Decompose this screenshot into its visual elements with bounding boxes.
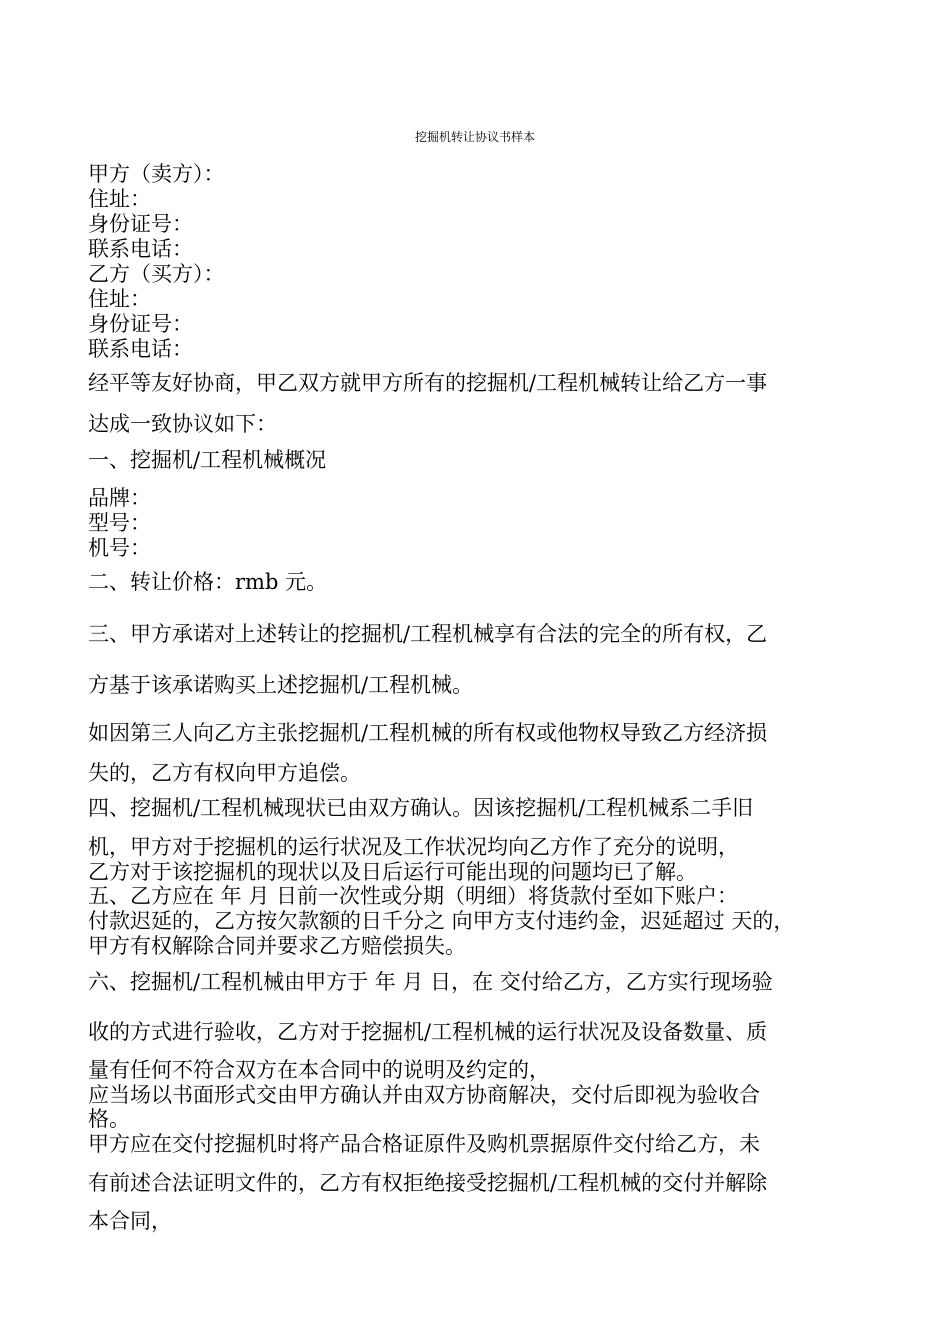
section-6-line-7: 有前述合法证明文件的，乙方有权拒绝接受挖掘机/工程机械的交付并解除: [88, 1171, 768, 1195]
section-5-line-2: 付款迟延的，乙方按欠款额的日千分之 向甲方支付违约金，迟延超过 天的，: [88, 909, 795, 933]
section-6-line-3: 量有任何不符合双方在本合同中的说明及约定的，: [88, 1058, 550, 1082]
section-6-line-4: 应当场以书面形式交由甲方确认并由双方协商解决，交付后即视为验收合: [88, 1083, 760, 1107]
line-party-a-id: 身份证号：: [88, 212, 193, 236]
section-6-line-2: 收的方式进行验收，乙方对于挖掘机/工程机械的运行状况及设备数量、质: [88, 1020, 768, 1044]
line-party-b-id: 身份证号：: [88, 312, 193, 336]
field-brand: 品牌：: [88, 486, 151, 510]
line-party-a-phone: 联系电话：: [88, 237, 193, 261]
section-3-line-4: 失的，乙方有权向甲方追偿。: [88, 761, 361, 785]
line-party-b-phone: 联系电话：: [88, 337, 193, 361]
line-party-a-address: 住址：: [88, 187, 151, 211]
section-2-price: 二、转让价格：rmb 元。: [88, 570, 328, 594]
section-3-line-1: 三、甲方承诺对上述转让的挖掘机/工程机械享有合法的完全的所有权，乙: [88, 622, 768, 646]
section-4-line-1: 四、挖掘机/工程机械现状已由双方确认。因该挖掘机/工程机械系二手旧: [88, 796, 754, 820]
section-4-line-2: 机，甲方对于挖掘机的运行状况及工作状况均向乙方作了充分的说明，: [88, 835, 739, 859]
document-title: 挖掘机转让协议书样本: [414, 130, 535, 144]
section-3-line-2: 方基于该承诺购买上述挖掘机/工程机械。: [88, 673, 474, 697]
section-6-line-1: 六、挖掘机/工程机械由甲方于 年 月 日，在 交付给乙方，乙方实行现场验: [88, 970, 773, 994]
section-5-line-1: 五、乙方应在 年 月 日前一次性或分期（明细）将货款付至如下账户：: [88, 884, 739, 908]
paragraph-intro-line-2: 达成一致协议如下：: [88, 412, 277, 436]
section-6-line-6: 甲方应在交付挖掘机时将产品合格证原件及购机票据原件交付给乙方，未: [88, 1132, 760, 1156]
line-party-b: 乙方（买方）：: [88, 262, 225, 286]
section-6-line-8: 本合同，: [88, 1209, 172, 1233]
section-4-line-3: 乙方对于该挖掘机的现状以及日后运行可能出现的问题均已了解。: [88, 860, 697, 884]
field-machine-number: 机号：: [88, 536, 151, 560]
section-3-line-3: 如因第三人向乙方主张挖掘机/工程机械的所有权或他物权导致乙方经济损: [88, 721, 768, 745]
section-1-heading: 一、挖掘机/工程机械概况: [88, 448, 327, 472]
paragraph-intro-line-1: 经平等友好协商，甲乙双方就甲方所有的挖掘机/工程机械转让给乙方一事: [88, 371, 768, 395]
line-party-b-address: 住址：: [88, 287, 151, 311]
field-model: 型号：: [88, 511, 151, 535]
line-party-a: 甲方（卖方）：: [88, 162, 225, 186]
section-5-line-3: 甲方有权解除合同并要求乙方赔偿损失。: [88, 934, 466, 958]
section-6-line-5: 格。: [88, 1107, 130, 1131]
